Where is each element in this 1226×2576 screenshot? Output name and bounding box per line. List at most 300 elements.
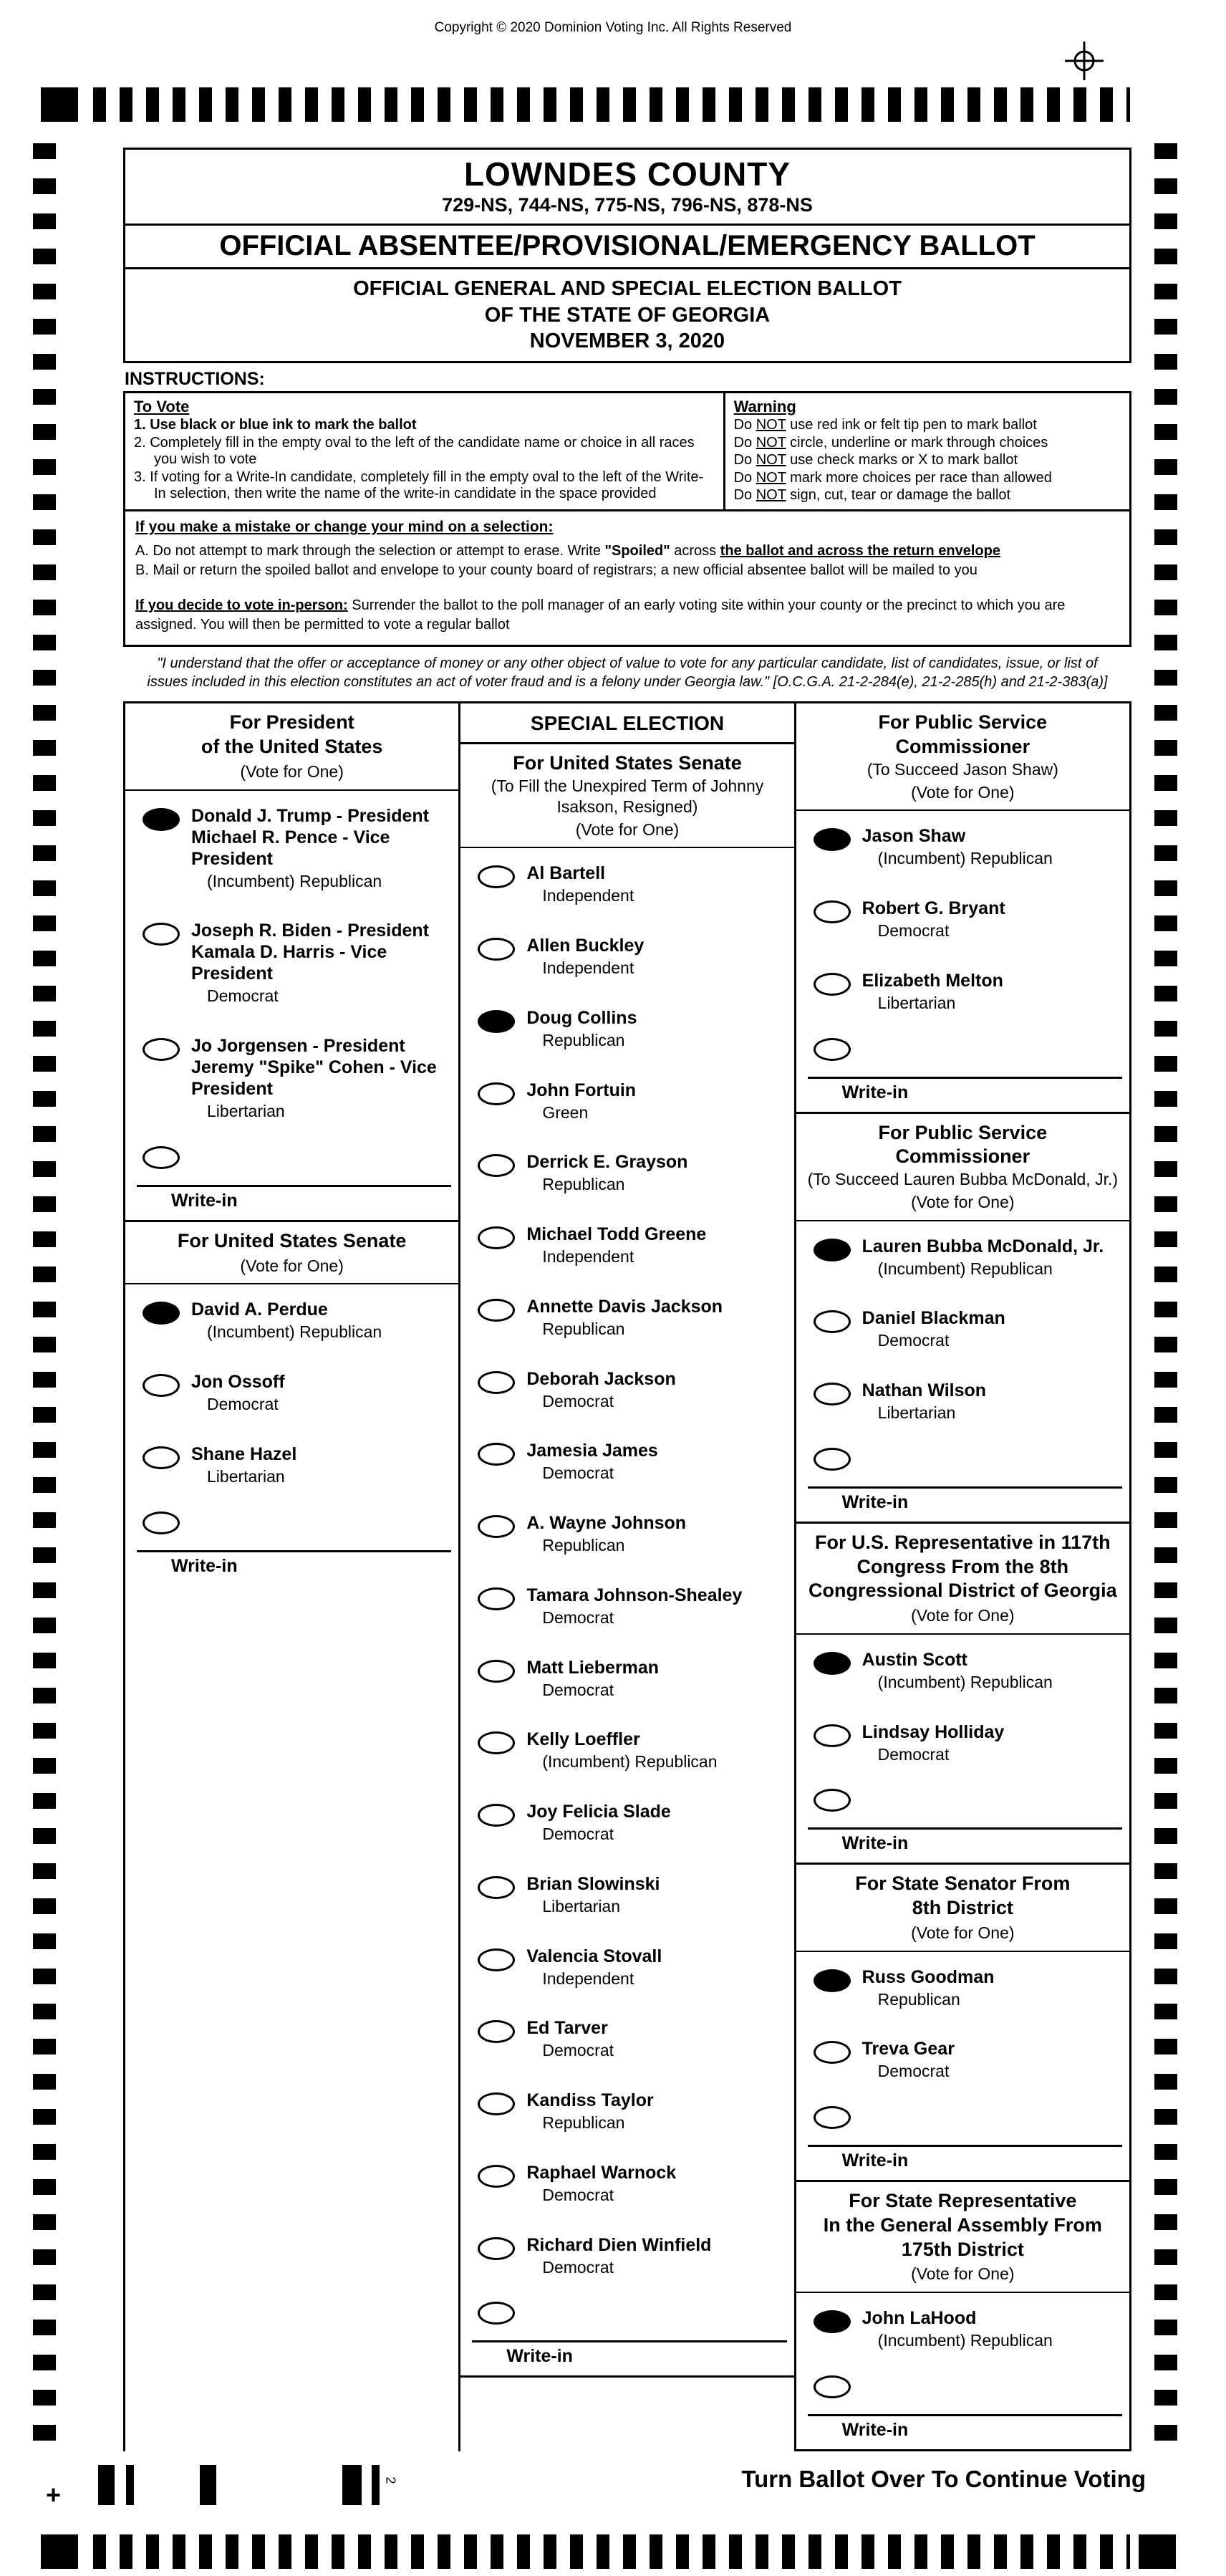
candidate-option[interactable] [460, 1282, 793, 1354]
candidate-option[interactable] [796, 1365, 1129, 1438]
write-in-label: Write-in [841, 1082, 909, 1102]
selection-oval-empty[interactable] [814, 973, 851, 996]
selection-oval-empty[interactable] [143, 923, 180, 946]
candidate-party: Republican [542, 1030, 625, 1049]
contests-area [123, 701, 1131, 2451]
candidate-party: Republican [542, 1319, 625, 1338]
to-vote-item: 3. If voting for a Write-In candidate, completely fill in the empty oval to the left of the Write-In selection, then write the name of the write-in candidate in the space provided [134, 468, 704, 501]
selection-oval-empty[interactable] [143, 1038, 180, 1061]
contest-psc-mcdonald [796, 1112, 1129, 1522]
contest-header [125, 1222, 458, 1285]
selection-oval-empty[interactable] [478, 2302, 515, 2325]
contest-header [796, 1865, 1129, 1951]
write-in-option[interactable] [796, 1028, 1129, 1065]
candidate-option[interactable] [460, 848, 793, 921]
candidate-party: (Incumbent) Republican [877, 2331, 1053, 2350]
candidate-party: Libertarian [207, 1466, 285, 1486]
candidate-party: Democrat [542, 2041, 614, 2060]
candidate-option[interactable] [460, 993, 793, 1065]
candidate-name: John Fortuin [526, 1080, 637, 1100]
candidate-option[interactable] [796, 883, 1129, 956]
candidate-option[interactable] [460, 1787, 793, 1859]
candidate-text [526, 1151, 687, 1195]
candidate-name: Lindsay Holliday [861, 1721, 1005, 1742]
candidate-party: Republican [542, 1536, 625, 1555]
contest-us-senate-special [460, 742, 793, 2378]
candidate-name: Matt Lieberman [526, 1657, 660, 1678]
county-header-box [123, 148, 1131, 226]
write-in-option[interactable] [125, 1501, 458, 1539]
write-in-label: Write-in [841, 2419, 909, 2440]
selection-oval-empty[interactable] [478, 1371, 515, 1394]
candidate-name: Brian Slowinski [526, 1873, 660, 1894]
candidate-party: (Incumbent) Republican [877, 1672, 1053, 1691]
vote-for-instruction: (Vote for One) [575, 820, 680, 839]
selection-oval-filled[interactable] [814, 2310, 851, 2333]
candidate-name: Nathan Wilson [861, 1380, 987, 1401]
candidate-text [862, 898, 1005, 941]
contest-header [796, 1114, 1129, 1221]
candidate-option[interactable] [125, 1429, 458, 1501]
candidate-text [191, 1035, 450, 1122]
candidate-text [526, 935, 644, 979]
ballot-id-bar [372, 2465, 380, 2505]
selection-oval-filled[interactable] [814, 1652, 851, 1675]
precinct-list: 729-NS, 744-NS, 775-NS, 796-NS, 878-NS [442, 194, 813, 216]
instructions-label: INSTRUCTIONS: [125, 369, 265, 390]
candidate-party: Democrat [877, 1744, 950, 1764]
candidate-name: Treva Gear [861, 2039, 955, 2060]
candidate-option[interactable] [125, 791, 458, 906]
selection-oval-filled[interactable] [478, 1010, 515, 1033]
candidate-option[interactable] [460, 1859, 793, 1931]
election-title-box [123, 267, 1131, 363]
in-person-title: If you decide to vote in-person: [135, 597, 348, 614]
candidate-party: (Incumbent) Republican [877, 849, 1053, 868]
contest-title-line: Congressional District of Georgia [809, 1580, 1117, 1602]
selection-oval-empty[interactable] [478, 865, 515, 888]
ballot-id-bar [98, 2465, 115, 2505]
election-date: NOVEMBER 3, 2020 [529, 329, 725, 352]
contest-president [125, 701, 458, 1220]
candidate-text [526, 1368, 675, 1412]
selection-oval-filled[interactable] [143, 1302, 180, 1325]
selection-oval-filled[interactable] [814, 828, 851, 851]
candidate-name: Kandiss Taylor [526, 2090, 654, 2111]
to-vote-instructions [125, 393, 725, 509]
contest-title-line: For President [229, 711, 354, 734]
election-title-line1: OFFICIAL GENERAL AND SPECIAL ELECTION BALLOT [353, 277, 902, 301]
contest-header [796, 2182, 1129, 2293]
selection-oval-empty[interactable] [478, 1587, 515, 1610]
candidate-text [191, 1299, 382, 1342]
contest-note-line: Isakson, Resigned) [556, 797, 698, 816]
candidate-party: Democrat [542, 1680, 614, 1699]
candidate-party: Democrat [207, 1395, 279, 1414]
write-in-label: Write-in [506, 2346, 573, 2367]
selection-oval-filled[interactable] [814, 1239, 851, 1261]
contest-psc-shaw [796, 701, 1129, 1111]
candidate-option[interactable] [796, 1293, 1129, 1365]
selection-oval-empty[interactable] [478, 1731, 515, 1754]
selection-oval-empty[interactable] [814, 1448, 851, 1471]
selection-oval-empty[interactable] [814, 2106, 851, 2129]
selection-oval-empty[interactable] [478, 1299, 515, 1322]
contest-title-line: For Public Service [878, 711, 1048, 734]
vote-for-instruction: (Vote for One) [240, 1256, 344, 1275]
candidate-name: Jason Shaw [861, 826, 966, 847]
contest-column-2 [458, 701, 793, 2451]
candidate-option[interactable] [460, 1065, 793, 1138]
candidate-option[interactable] [460, 2075, 793, 2148]
ballot-id-bar [342, 2465, 362, 2505]
to-vote-title: To Vote [134, 398, 190, 416]
write-in-label: Write-in [841, 1833, 909, 1854]
candidate-option[interactable] [796, 1707, 1129, 1779]
selection-oval-empty[interactable] [478, 2020, 515, 2043]
timing-marks-left [33, 143, 56, 2450]
candidate-party: Democrat [542, 1391, 614, 1410]
write-in-option[interactable] [796, 2096, 1129, 2133]
candidate-option[interactable] [460, 1714, 793, 1787]
contest-title-line: Commissioner [895, 1145, 1030, 1168]
candidate-text [526, 1080, 636, 1123]
candidate-name: Jo Jorgensen - President [191, 1036, 405, 1057]
candidate-text [191, 920, 450, 1006]
warning-item: Do NOT sign, cut, tear or damage the ballot [733, 487, 1011, 503]
candidate-option[interactable] [125, 1357, 458, 1429]
candidate-option[interactable] [796, 2024, 1129, 2096]
selection-oval-empty[interactable] [478, 1154, 515, 1177]
mistake-a-segment: the ballot and across the return envelope [720, 543, 1000, 559]
candidate-option[interactable] [460, 1931, 793, 2004]
candidate-option[interactable] [796, 2293, 1129, 2365]
candidate-party: Libertarian [207, 1102, 285, 1121]
candidate-party: Democrat [877, 2062, 950, 2081]
candidate-option[interactable] [460, 1643, 793, 1715]
contest-header [796, 703, 1129, 811]
candidate-option[interactable] [796, 956, 1129, 1028]
candidate-text [526, 2017, 614, 2061]
selection-oval-filled[interactable] [814, 1969, 851, 1992]
candidate-name: Joseph R. Biden - President [191, 921, 430, 941]
contest-header [125, 703, 458, 790]
candidate-name: Richard Dien Winfield [526, 2234, 712, 2255]
candidate-name: Austin Scott [861, 1649, 967, 1670]
ballot-id-bar [200, 2465, 216, 2505]
mistake-instructions [125, 511, 1129, 645]
selection-oval-empty[interactable] [478, 1804, 515, 1827]
candidate-party: Libertarian [877, 993, 956, 1012]
candidate-option[interactable] [796, 1221, 1129, 1294]
contest-title-line: Congress From the 8th [856, 1555, 1069, 1577]
timing-mark-corner [1139, 2534, 1176, 2569]
candidate-name: Kelly Loeffler [526, 1729, 640, 1750]
candidate-party: Democrat [542, 1607, 614, 1627]
selection-oval-empty[interactable] [143, 1512, 180, 1534]
selection-oval-empty[interactable] [814, 2375, 851, 2398]
candidate-option[interactable] [125, 1284, 458, 1357]
candidate-text [526, 2162, 676, 2206]
candidate-party: Republican [542, 1175, 625, 1194]
vote-for-instruction: (Vote for One) [911, 1192, 1015, 1211]
mistake-a-segment: across [670, 543, 720, 559]
candidate-text [862, 970, 1003, 1014]
registration-crosshair-icon [1063, 40, 1105, 82]
candidate-option[interactable] [460, 1209, 793, 1282]
candidate-party: (Incumbent) Republican [542, 1752, 718, 1772]
write-in-option[interactable] [125, 1136, 458, 1173]
warning-item: Do NOT use red ink or felt tip pen to mark ballot [733, 417, 1037, 433]
candidate-option[interactable] [460, 2148, 793, 2220]
candidate-text [526, 2234, 711, 2278]
selection-oval-empty[interactable] [478, 2092, 515, 2115]
timing-marks-top [93, 87, 1130, 122]
ballot-id-bar [126, 2465, 134, 2505]
candidate-name: Michael R. Pence - Vice President [191, 827, 390, 869]
candidate-text [862, 1236, 1104, 1279]
candidate-text [526, 2090, 653, 2133]
vote-for-instruction: (Vote for One) [911, 782, 1015, 802]
candidate-text [526, 1946, 662, 1989]
candidate-party: Independent [542, 886, 634, 905]
candidate-option[interactable] [796, 1635, 1129, 1707]
mistake-item-a [135, 542, 1119, 561]
stub-digit: 2 [383, 2476, 398, 2484]
candidate-name: Daniel Blackman [861, 1308, 1005, 1329]
to-vote-item: 1. Use black or blue ink to mark the ballot [134, 417, 417, 433]
selection-oval-empty[interactable] [478, 1948, 515, 1971]
copyright-notice: Copyright © 2020 Dominion Voting Inc. All Rights Reserved [434, 20, 792, 35]
candidate-name: Jamesia James [526, 1441, 658, 1461]
selection-oval-empty[interactable] [814, 1724, 851, 1747]
candidate-text [526, 1224, 706, 1267]
candidate-party: Independent [542, 1247, 634, 1267]
contest-header [796, 1524, 1129, 1635]
in-person-instructions [135, 596, 1119, 635]
candidate-name: Ed Tarver [526, 2018, 608, 2039]
timing-marks-bottom [93, 2534, 1130, 2569]
selection-oval-empty[interactable] [478, 1660, 515, 1683]
candidate-name: Kamala D. Harris - Vice President [191, 942, 387, 984]
selection-oval-empty[interactable] [478, 2165, 515, 2188]
contest-title-line: For Public Service [878, 1121, 1048, 1143]
mistake-item-b: B. Mail or return the spoiled ballot and envelope to your county board of registrars; a new official absentee ballot will be mailed to you [135, 562, 978, 579]
vote-for-instruction: (Vote for One) [911, 2264, 1015, 2284]
selection-oval-empty[interactable] [814, 1383, 851, 1405]
ballot-type-title: OFFICIAL ABSENTEE/PROVISIONAL/EMERGENCY BALLOT [123, 224, 1131, 269]
candidate-text [862, 1307, 1005, 1351]
candidate-name: Lauren Bubba McDonald, Jr. [861, 1236, 1104, 1256]
candidate-text [862, 1966, 995, 2010]
selection-oval-empty[interactable] [478, 1082, 515, 1105]
warning-instructions [725, 393, 1129, 509]
candidate-party: Green [542, 1102, 589, 1122]
instructions-top-row [125, 393, 1129, 511]
write-in-label: Write-in [171, 1190, 238, 1211]
write-in-label: Write-in [171, 1555, 238, 1576]
candidate-name: Joy Felicia Slade [526, 1802, 671, 1822]
candidate-party: Democrat [877, 1331, 950, 1350]
write-in-option[interactable] [796, 1438, 1129, 1475]
candidate-name: Allen Buckley [526, 936, 645, 956]
special-election-banner: SPECIAL ELECTION [460, 701, 793, 742]
candidate-name: Doug Collins [526, 1007, 637, 1028]
candidate-party: Republican [877, 1989, 960, 2009]
contest-us-senate [125, 1220, 458, 1585]
candidate-text [526, 1512, 686, 1556]
warning-item: Do NOT mark more choices per race than allowed [733, 469, 1052, 486]
mistake-title: If you make a mistake or change your mind on a selection: [135, 519, 554, 536]
selection-oval-empty[interactable] [814, 1310, 851, 1333]
candidate-name: Al Bartell [526, 863, 606, 884]
candidate-text [191, 1371, 285, 1415]
selection-oval-empty[interactable] [478, 1443, 515, 1466]
contest-column-1 [125, 701, 458, 2451]
candidate-option[interactable] [796, 811, 1129, 883]
warning-list [734, 417, 1121, 504]
candidate-option[interactable] [460, 1137, 793, 1209]
candidate-text [526, 1296, 723, 1340]
candidate-text [526, 1801, 671, 1845]
selection-oval-filled[interactable] [143, 808, 180, 831]
vote-for-instruction: (Vote for One) [911, 1606, 1015, 1625]
vote-for-instruction: (Vote for One) [911, 1923, 1015, 1942]
candidate-option[interactable] [125, 1021, 458, 1136]
candidate-name: Shane Hazel [191, 1443, 297, 1464]
candidate-option[interactable] [460, 921, 793, 993]
candidate-name: Elizabeth Melton [861, 970, 1003, 991]
candidate-party: Libertarian [877, 1403, 956, 1423]
contest-note-line: (To Fill the Unexpired Term of Johnny [491, 777, 764, 796]
contest-state-rep-175th [796, 2180, 1129, 2451]
candidate-name: Valencia Stovall [526, 1946, 662, 1966]
instructions-box [123, 391, 1131, 647]
selection-oval-empty[interactable] [143, 1146, 180, 1169]
contest-title-line: For U.S. Representative in 117th [815, 1531, 1111, 1553]
candidate-party: Republican [542, 2113, 625, 2133]
selection-oval-empty[interactable] [814, 1789, 851, 1812]
turn-ballot-over-text: Turn Ballot Over To Continue Voting [741, 2466, 1146, 2492]
candidate-party: (Incumbent) Republican [877, 1259, 1053, 1278]
contest-title-line: For United States Senate [513, 752, 742, 774]
registration-plus-mark: + [46, 2480, 62, 2509]
candidate-party: Libertarian [542, 1896, 621, 1916]
candidate-option[interactable] [460, 1426, 793, 1498]
candidate-text [526, 1007, 637, 1051]
candidate-name: Michael Todd Greene [526, 1224, 707, 1245]
contest-header [460, 744, 793, 848]
candidate-party: Democrat [877, 921, 950, 941]
candidate-name: Robert G. Bryant [861, 898, 1005, 919]
contest-title-line: 8th District [912, 1897, 1013, 1919]
candidate-option[interactable] [460, 2220, 793, 2292]
candidate-name: Tamara Johnson-Shealey [526, 1585, 743, 1605]
candidate-party: Democrat [542, 2185, 614, 2204]
write-in-option[interactable] [460, 2292, 793, 2329]
candidate-text [862, 1380, 986, 1423]
candidate-text [862, 1649, 1053, 1693]
contest-state-senator-8th [796, 1863, 1129, 2180]
candidate-name: Jon Ossoff [191, 1372, 285, 1393]
candidate-name: Raphael Warnock [526, 2162, 677, 2183]
contest-us-rep-8th [796, 1522, 1129, 1863]
mistake-a-segment: "Spoiled" [604, 543, 670, 559]
candidate-text [862, 825, 1053, 869]
contest-column-3 [794, 701, 1129, 2451]
contest-note-line: (To Succeed Lauren Bubba McDonald, Jr.) [807, 1170, 1119, 1189]
candidate-text [526, 862, 634, 906]
timing-mark-corner [41, 87, 78, 122]
candidate-text [191, 1443, 296, 1487]
contest-title-line: In the General Assembly From [823, 2214, 1102, 2236]
candidate-text [526, 1729, 717, 1772]
election-title-line2: OF THE STATE OF GEORGIA [484, 303, 771, 327]
candidate-name: Donald J. Trump - President [191, 805, 429, 826]
candidate-option[interactable] [460, 1354, 793, 1426]
candidate-party: Democrat [542, 1464, 614, 1483]
selection-oval-empty[interactable] [478, 938, 515, 961]
write-in-option[interactable] [796, 2365, 1129, 2403]
candidate-name: A. Wayne Johnson [526, 1513, 687, 1534]
candidate-option[interactable] [796, 1952, 1129, 2024]
candidate-party: Independent [542, 1969, 634, 1988]
timing-marks-right [1154, 143, 1177, 2450]
to-vote-item: 2. Completely fill in the empty oval to the left of the candidate name or choice in all races you wish to vote [134, 434, 695, 468]
candidate-text [526, 1873, 660, 1917]
candidate-option[interactable] [460, 1570, 793, 1643]
contest-title-line: For State Senator From [855, 1873, 1071, 1895]
selection-oval-empty[interactable] [814, 900, 851, 923]
selection-oval-empty[interactable] [814, 1038, 851, 1061]
write-in-option[interactable] [796, 1779, 1129, 1816]
candidate-name: David A. Perdue [191, 1299, 328, 1320]
warning-title: Warning [733, 398, 796, 416]
warning-item: Do NOT use check marks or X to mark ballot [733, 452, 1018, 468]
candidate-party: (Incumbent) Republican [207, 871, 382, 890]
to-vote-list [134, 417, 715, 502]
timing-mark-corner [41, 2534, 78, 2569]
candidate-text [862, 2307, 1053, 2351]
contest-title-line: 175th District [901, 2238, 1024, 2260]
selection-oval-empty[interactable] [478, 1876, 515, 1899]
selection-oval-empty[interactable] [478, 1226, 515, 1249]
write-in-label: Write-in [841, 2150, 909, 2171]
candidate-text [526, 1585, 742, 1628]
candidate-option[interactable] [125, 905, 458, 1021]
candidate-option[interactable] [460, 2003, 793, 2075]
candidate-name: Jeremy "Spike" Cohen - Vice President [191, 1057, 437, 1100]
selection-oval-empty[interactable] [143, 1446, 180, 1469]
county-name: LOWNDES COUNTY [463, 155, 791, 193]
contest-title-line: For United States Senate [177, 1229, 407, 1251]
vote-for-instruction: (Vote for One) [240, 761, 344, 781]
candidate-text [526, 1440, 657, 1484]
selection-oval-empty[interactable] [478, 1515, 515, 1538]
selection-oval-empty[interactable] [143, 1374, 180, 1397]
candidate-name: Annette Davis Jackson [526, 1296, 723, 1317]
candidate-option[interactable] [460, 1498, 793, 1570]
in-person-text: Surrender the ballot to the poll manager of an early voting site within your county or the precinct to which you are assigned. You will then be permitted to vote a regular ballot [135, 597, 1066, 633]
candidate-text [862, 2038, 955, 2082]
candidate-name: John LaHood [861, 2308, 977, 2329]
ballot-content [123, 148, 1131, 2451]
candidate-name: Deborah Jackson [526, 1368, 676, 1389]
selection-oval-empty[interactable] [814, 2041, 851, 2064]
contest-note-line: (To Succeed Jason Shaw) [867, 759, 1058, 779]
selection-oval-empty[interactable] [478, 2237, 515, 2260]
contest-title-line: of the United States [201, 736, 383, 758]
